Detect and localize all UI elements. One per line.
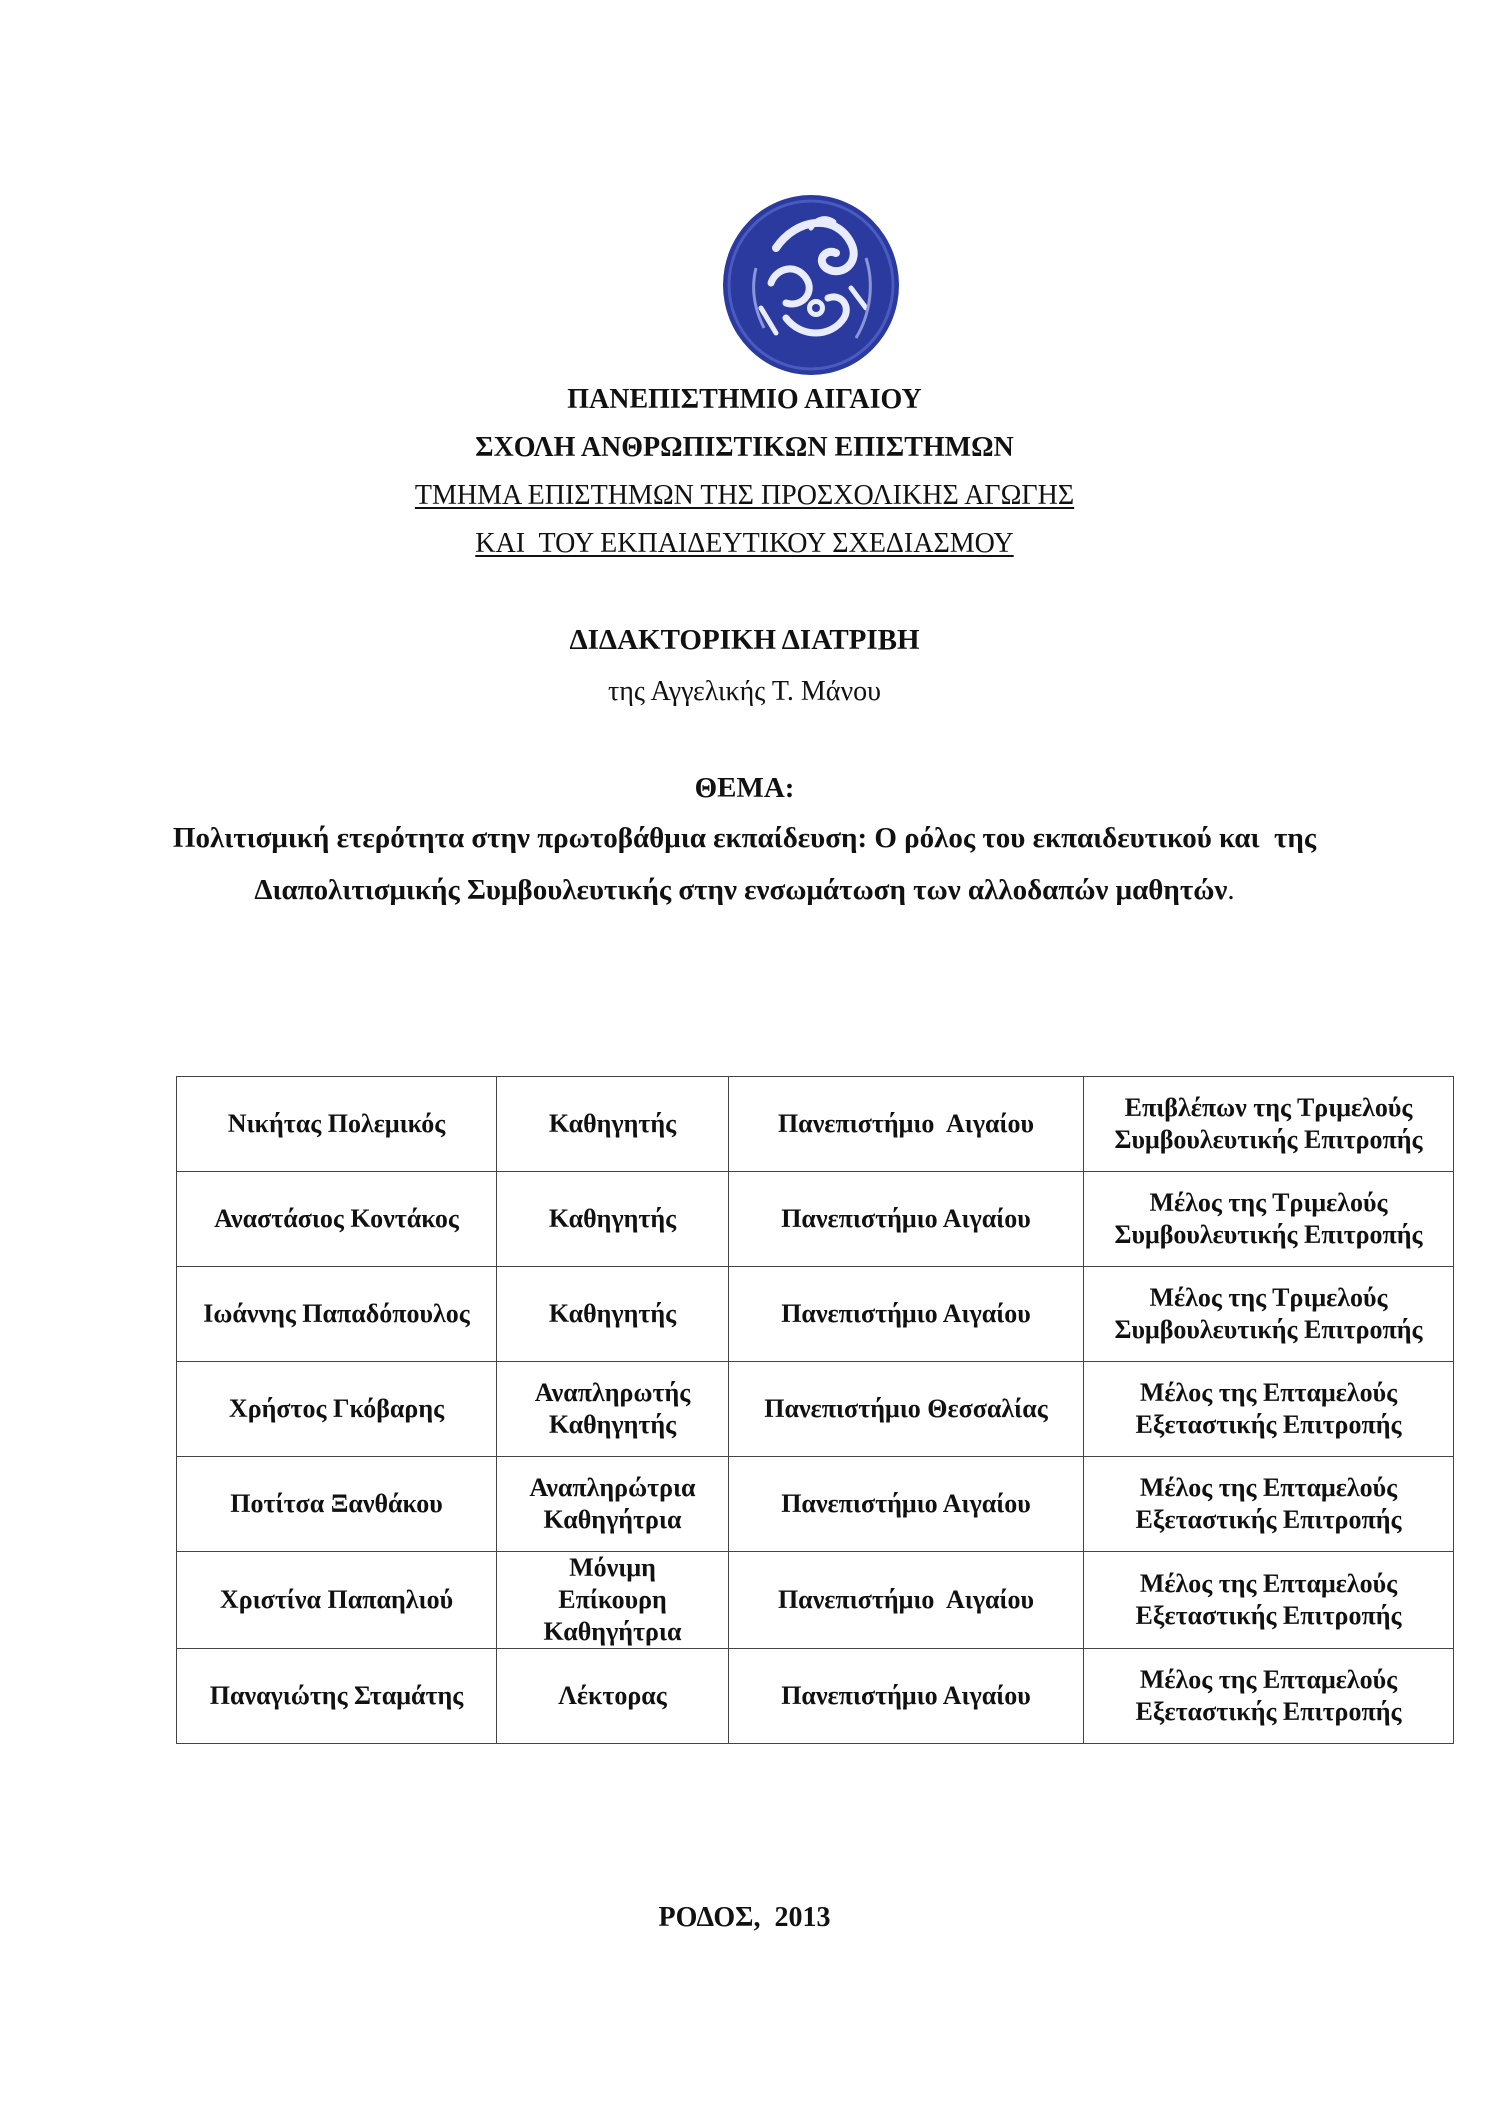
member-rank-line: Μόνιμη	[569, 1553, 656, 1582]
member-name: Νικήτας Πολεμικός	[177, 1077, 497, 1172]
member-rank-line: Λέκτορας	[558, 1681, 667, 1710]
member-institution: Πανεπιστήμιο Αιγαίου	[729, 1649, 1084, 1744]
thesis-title-period: .	[1227, 874, 1235, 906]
member-rank	[497, 1172, 729, 1267]
member-role-line: Μέλος της Επταμελούς	[1139, 1473, 1398, 1502]
committee-row	[177, 1649, 1454, 1744]
committee-row	[177, 1362, 1454, 1457]
member-name: Ιωάννης Παπαδόπουλος	[177, 1267, 497, 1362]
member-role-line: Συμβουλευτικής Επιτροπής	[1114, 1220, 1423, 1249]
department-line-2-text: ΚΑΙ ΤΟΥ ΕΚΠΑΙΔΕΥΤΙΚΟΥ ΣΧΕΔΙΑΣΜΟΥ	[475, 528, 1014, 559]
school-name: ΣΧΟΛΗ ΑΝΘΡΩΠΙΣΤΙΚΩΝ ΕΠΙΣΤΗΜΩΝ	[475, 432, 1014, 463]
theme-label: ΘΕΜΑ:	[694, 772, 795, 804]
member-name: Παναγιώτης Σταμάτης	[177, 1649, 497, 1744]
member-role	[1084, 1649, 1454, 1744]
thesis-title-line-1: Πολιτισμική ετερότητα στην πρωτοβάθμια εκπαίδευση: Ο ρόλος του εκπαιδευτικού και της	[172, 822, 1317, 854]
member-role-line: Μέλος της Επταμελούς	[1139, 1569, 1398, 1598]
member-role	[1084, 1362, 1454, 1457]
member-role-line: Επιβλέπων της Τριμελούς	[1124, 1093, 1413, 1122]
member-institution: Πανεπιστήμιο Αιγαίου	[729, 1172, 1084, 1267]
thesis-author: της Αγγελικής Τ. Μάνου	[608, 676, 881, 707]
committee-row	[177, 1077, 1454, 1172]
member-institution: Πανεπιστήμιο Αιγαίου	[729, 1077, 1084, 1172]
member-role-line: Εξεταστικής Επιτροπής	[1135, 1601, 1402, 1630]
member-role-line: Μέλος της Τριμελούς	[1149, 1188, 1388, 1217]
member-role	[1084, 1457, 1454, 1552]
member-role-line: Συμβουλευτικής Επιτροπής	[1114, 1315, 1423, 1344]
member-institution: Πανεπιστήμιο Αιγαίου	[729, 1267, 1084, 1362]
member-role-line: Μέλος της Τριμελούς	[1149, 1283, 1388, 1312]
member-role	[1084, 1172, 1454, 1267]
member-name: Ποτίτσα Ξανθάκου	[177, 1457, 497, 1552]
committee-row	[177, 1552, 1454, 1649]
member-rank	[497, 1267, 729, 1362]
member-rank-line: Αναπληρώτρια	[529, 1473, 696, 1502]
member-rank	[497, 1457, 729, 1552]
member-role	[1084, 1552, 1454, 1649]
member-role-line: Εξεταστικής Επιτροπής	[1135, 1697, 1402, 1726]
member-rank-line: Καθηγητής	[548, 1410, 677, 1439]
committee-table-body	[177, 1077, 1454, 1744]
thesis-title-line-2	[0, 874, 1489, 907]
department-line-2	[0, 528, 1489, 560]
member-rank	[497, 1077, 729, 1172]
place-year: ΡΟΔΟΣ, 2013	[658, 1902, 831, 1933]
member-role-line: Συμβουλευτικής Επιτροπής	[1114, 1125, 1423, 1154]
member-name: Χρήστος Γκόβαρης	[177, 1362, 497, 1457]
member-rank	[497, 1649, 729, 1744]
department-line-1-text: ΤΜΗΜΑ ΕΠΙΣΤΗΜΩΝ ΤΗΣ ΠΡΟΣΧΟΛΙΚΗΣ ΑΓΩΓΗΣ	[414, 480, 1075, 511]
member-role-line: Εξεταστικής Επιτροπής	[1135, 1410, 1402, 1439]
committee-row	[177, 1457, 1454, 1552]
member-rank	[497, 1552, 729, 1649]
member-rank-line: Επίκουρη	[558, 1585, 667, 1614]
member-rank-line: Αναπληρωτής	[534, 1378, 691, 1407]
member-name: Αναστάσιος Κοντάκος	[177, 1172, 497, 1267]
member-institution: Πανεπιστήμιο Αιγαίου	[729, 1457, 1084, 1552]
thesis-type: ΔΙΔΑΚΤΟΡΙΚΗ ΔΙΑΤΡΙΒΗ	[569, 624, 920, 656]
member-rank-line: Καθηγητής	[548, 1299, 677, 1328]
member-role-line: Μέλος της Επταμελούς	[1139, 1665, 1398, 1694]
member-rank-line: Καθηγητής	[548, 1204, 677, 1233]
member-rank	[497, 1362, 729, 1457]
member-institution: Πανεπιστήμιο Θεσσαλίας	[729, 1362, 1084, 1457]
member-role-line: Μέλος της Επταμελούς	[1139, 1378, 1398, 1407]
university-seal-logo	[716, 188, 906, 378]
member-role-line: Εξεταστικής Επιτροπής	[1135, 1505, 1402, 1534]
university-name: ΠΑΝΕΠΙΣΤΗΜΙΟ ΑΙΓΑΙΟΥ	[567, 384, 922, 415]
member-rank-line: Καθηγήτρια	[543, 1617, 682, 1646]
committee-row	[177, 1172, 1454, 1267]
member-role	[1084, 1077, 1454, 1172]
thesis-title-line-2-text: Διαπολιτισμικής Συμβουλευτικής στην ενσωμάτωση των αλλοδαπών μαθητών	[254, 874, 1228, 906]
department-line-1	[0, 480, 1489, 512]
member-name: Χριστίνα Παπαηλιού	[177, 1552, 497, 1649]
committee-table	[176, 1076, 1454, 1744]
member-rank-line: Καθηγήτρια	[543, 1505, 682, 1534]
committee-row	[177, 1267, 1454, 1362]
member-rank-line: Καθηγητής	[548, 1109, 677, 1138]
member-institution: Πανεπιστήμιο Αιγαίου	[729, 1552, 1084, 1649]
member-role	[1084, 1267, 1454, 1362]
